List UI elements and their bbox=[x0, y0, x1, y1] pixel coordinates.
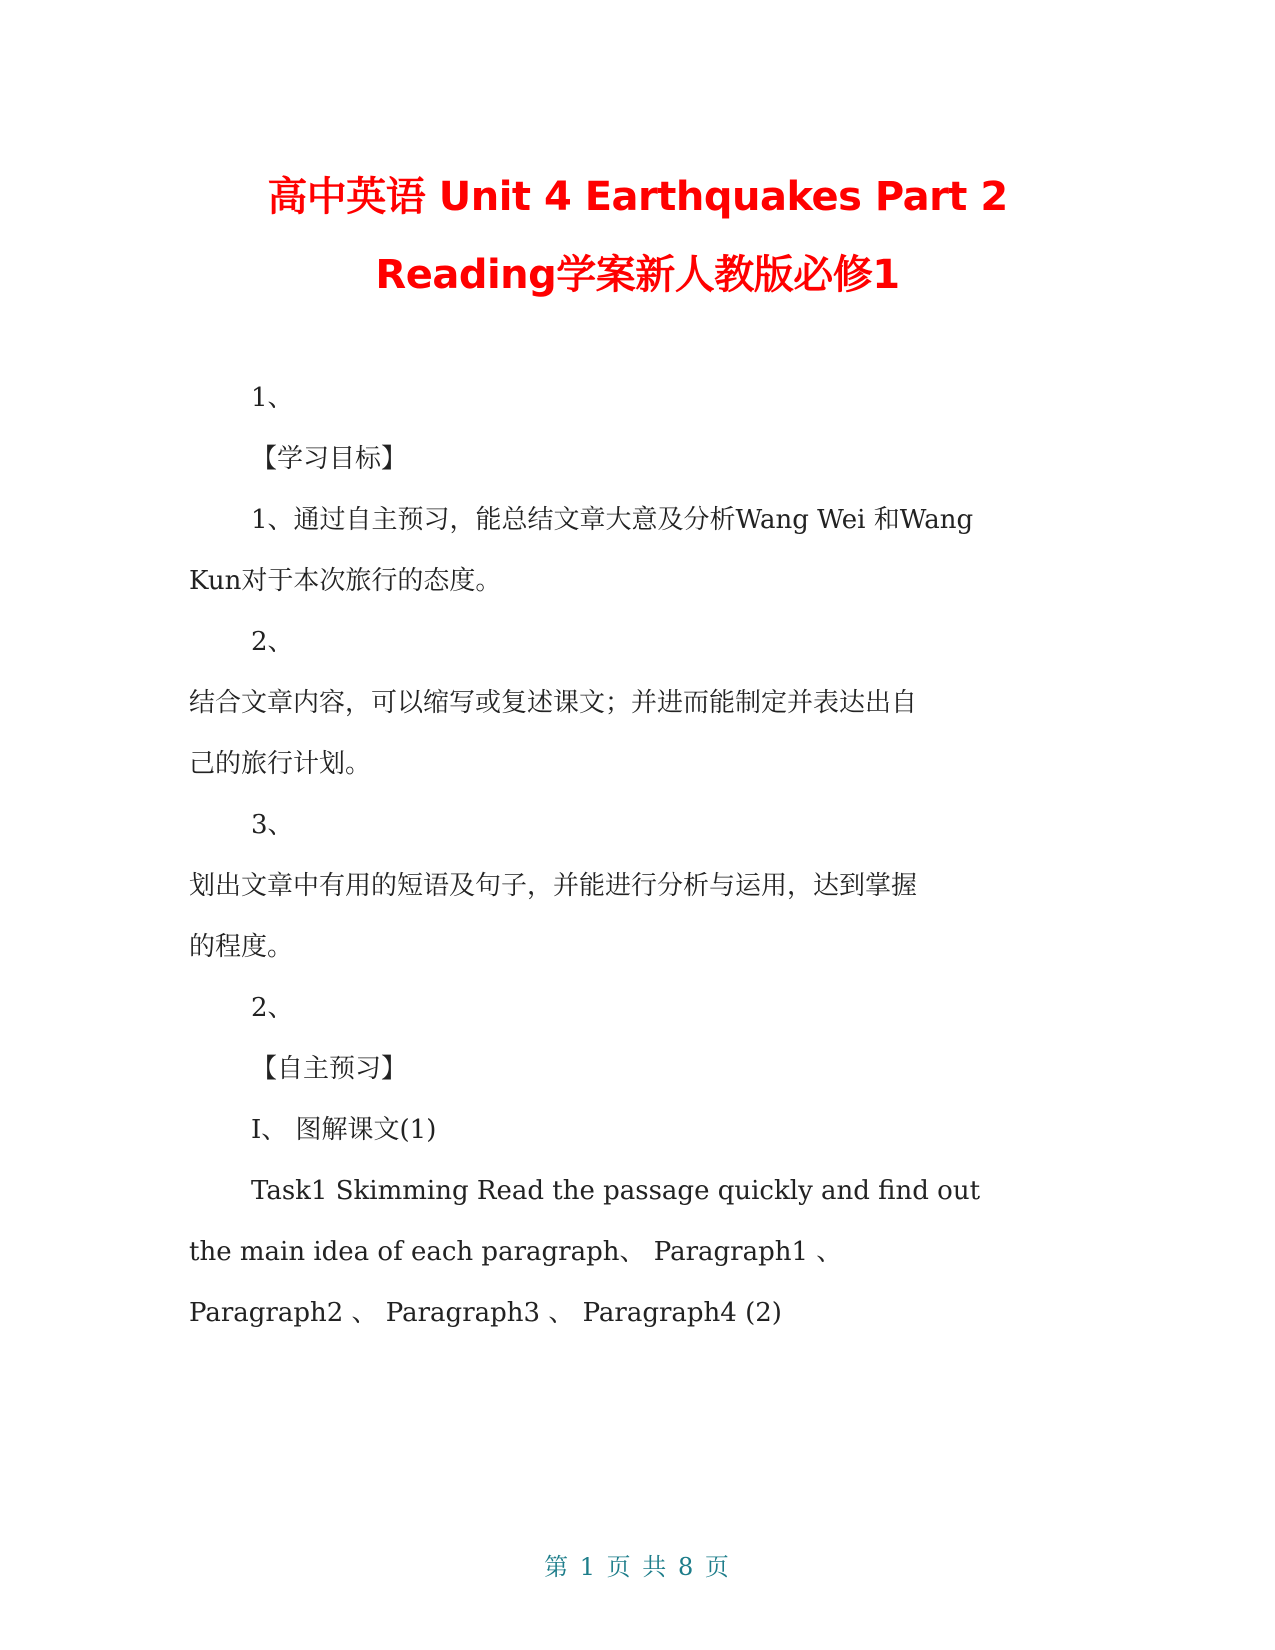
document-body bbox=[189, 368, 1059, 1344]
document-title bbox=[150, 158, 1125, 314]
objective-3-number: 3、 bbox=[251, 810, 294, 840]
objective-1-line-1: 1、通过自主预习，能总结文章大意及分析Wang Wei 和Wang bbox=[251, 505, 974, 535]
objective-2-number: 2、 bbox=[251, 627, 294, 657]
subheading-illustrated-text: I、 图解课文(1) bbox=[251, 1115, 437, 1145]
task1-line-2: the main idea of each paragraph、 Paragraph1 、 bbox=[189, 1237, 843, 1267]
title-line-1: 高中英语 Unit 4 Earthquakes Part 2 bbox=[267, 174, 1008, 220]
task1-line-3: Paragraph2 、 Paragraph3 、 Paragraph4 (2) bbox=[189, 1298, 782, 1328]
objective-3-line-2: 的程度。 bbox=[189, 932, 294, 962]
objective-2-line-2: 己的旅行计划。 bbox=[189, 749, 372, 779]
objective-2-line-1: 结合文章内容，可以缩写或复述课文；并进而能制定并表达出自 bbox=[189, 688, 918, 718]
objective-1-line-2: Kun对于本次旅行的态度。 bbox=[189, 566, 502, 596]
title-line-2: Reading学案新人教版必修1 bbox=[375, 252, 900, 298]
page-footer: 第 1 页 共 8 页 bbox=[544, 1553, 731, 1581]
task1-line-1: Task1 Skimming Read the passage quickly and find out bbox=[251, 1176, 981, 1206]
section-number-2: 2、 bbox=[251, 993, 294, 1023]
section-number-1: 1、 bbox=[251, 383, 294, 413]
heading-learning-objectives: 【学习目标】 bbox=[251, 444, 408, 474]
objective-3-line-1: 划出文章中有用的短语及句子，并能进行分析与运用，达到掌握 bbox=[189, 871, 918, 901]
heading-self-preview: 【自主预习】 bbox=[251, 1054, 408, 1084]
